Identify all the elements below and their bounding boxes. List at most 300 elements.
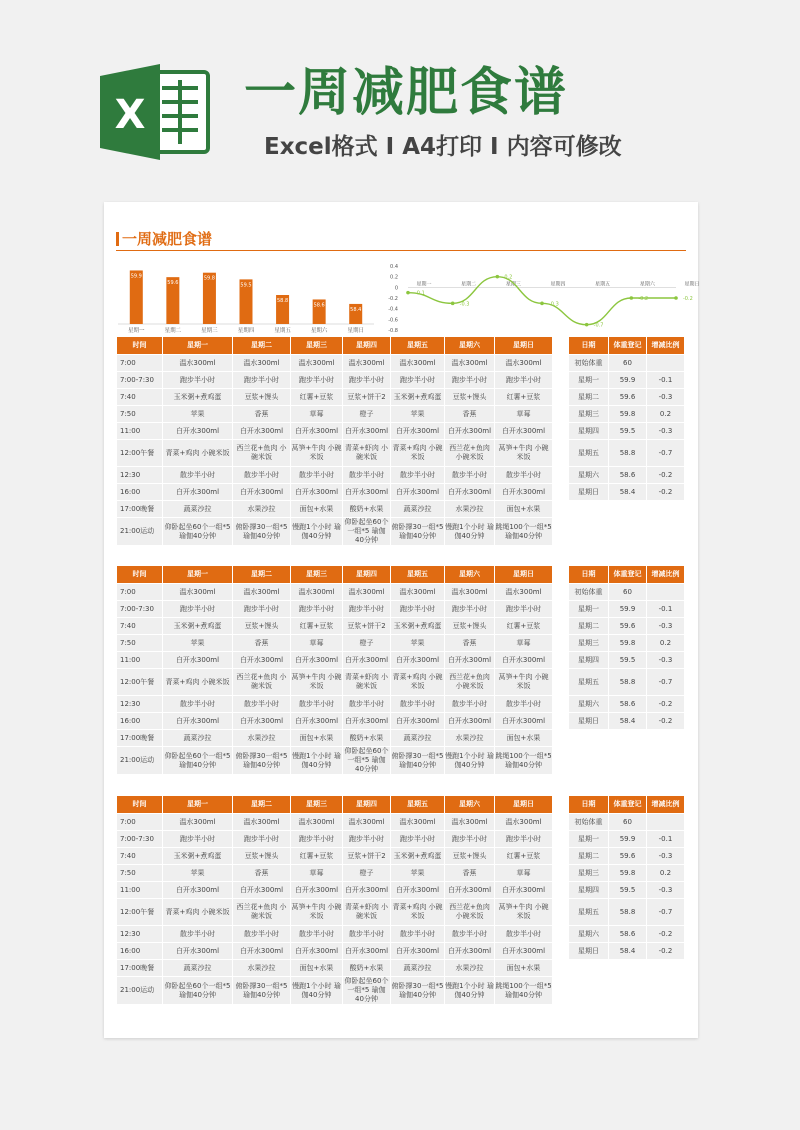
menu-cell: 白开水300ml — [291, 652, 343, 669]
menu-cell: 温水300ml — [495, 584, 553, 601]
menu-cell: 慢跑1个小时 瑜伽40分钟 — [445, 518, 495, 546]
menu-cell: 白开水300ml — [495, 423, 553, 440]
menu-cell: 红薯+豆浆 — [291, 389, 343, 406]
menu-cell: 温水300ml — [163, 584, 233, 601]
menu-cell: 白开水300ml — [343, 652, 391, 669]
weight-header-cell: 增减比例 — [647, 796, 685, 814]
weight-header-cell: 日期 — [569, 337, 609, 355]
weight-cell: 59.8 — [609, 635, 647, 652]
menu-cell: 红薯+豆浆 — [495, 389, 553, 406]
menu-cell: 温水300ml — [391, 584, 445, 601]
doc-title: 一周减肥食谱 — [116, 228, 212, 249]
time-cell: 12:00午餐 — [117, 899, 163, 926]
menu-cell: 白开水300ml — [233, 484, 291, 501]
menu-cell: 散步半小时 — [163, 696, 233, 713]
menu-cell: 青菜+虾肉 小碗米饭 — [343, 440, 391, 467]
bar-x-tick: 星期日 — [347, 328, 364, 334]
weight-cell: 星期日 — [569, 943, 609, 960]
menu-cell: 温水300ml — [291, 814, 343, 831]
menu-header-cell: 星期五 — [391, 566, 445, 584]
time-cell: 12:30 — [117, 926, 163, 943]
table-row — [569, 389, 685, 406]
weight-cell: -0.7 — [647, 899, 685, 926]
table-row — [117, 926, 553, 943]
menu-cell: 俯卧撑30一组*5 瑜伽40分钟 — [391, 747, 445, 775]
weight-cell: 59.6 — [609, 389, 647, 406]
menu-header-cell: 星期五 — [391, 337, 445, 355]
weight-cell: -0.2 — [647, 696, 685, 713]
weight-cell: -0.7 — [647, 440, 685, 467]
weight-cell: 58.8 — [609, 440, 647, 467]
time-cell: 21:00运动 — [117, 977, 163, 1005]
menu-cell: 跑步半小时 — [445, 372, 495, 389]
menu-cell: 草莓 — [291, 635, 343, 652]
line-point — [630, 296, 634, 300]
weight-cell — [647, 584, 685, 601]
line-data-label: -0.2 — [638, 296, 649, 302]
table-row — [569, 406, 685, 423]
menu-cell: 水果沙拉 — [233, 730, 291, 747]
menu-header-cell: 星期日 — [495, 566, 553, 584]
menu-cell: 玉米粥+煮鸡蛋 — [163, 618, 233, 635]
table-row — [569, 635, 685, 652]
menu-cell: 跑步半小时 — [291, 601, 343, 618]
table-row — [117, 713, 553, 730]
menu-cell: 白开水300ml — [163, 713, 233, 730]
weight-cell: -0.3 — [647, 389, 685, 406]
menu-cell: 草莓 — [495, 406, 553, 423]
weight-cell: -0.1 — [647, 372, 685, 389]
weight-cell: -0.3 — [647, 882, 685, 899]
menu-cell: 青菜+虾肉 小碗米饭 — [343, 899, 391, 926]
menu-cell: 白开水300ml — [291, 943, 343, 960]
menu-cell: 慢跑1个小时 瑜伽40分钟 — [445, 977, 495, 1005]
weight-cell: 58.4 — [609, 484, 647, 501]
menu-cell: 水果沙拉 — [233, 960, 291, 977]
weight-cell — [647, 814, 685, 831]
menu-cell: 跑步半小时 — [445, 601, 495, 618]
menu-cell: 白开水300ml — [233, 882, 291, 899]
menu-cell: 白开水300ml — [291, 882, 343, 899]
weight-cell: 星期六 — [569, 926, 609, 943]
menu-cell: 蔬菜沙拉 — [163, 730, 233, 747]
menu-cell: 温水300ml — [233, 584, 291, 601]
line-x-tick: 星期一 — [416, 281, 432, 288]
menu-cell: 跑步半小时 — [163, 831, 233, 848]
menu-cell: 跑步半小时 — [445, 831, 495, 848]
time-cell: 7:40 — [117, 618, 163, 635]
menu-cell: 慢跑1个小时 瑜伽40分钟 — [291, 977, 343, 1005]
menu-cell: 草莓 — [495, 635, 553, 652]
table-row — [117, 355, 553, 372]
menu-table — [116, 336, 553, 546]
time-cell: 21:00运动 — [117, 747, 163, 775]
menu-cell: 跑步半小时 — [495, 601, 553, 618]
menu-cell: 豆浆+饼干2 — [343, 618, 391, 635]
menu-cell: 白开水300ml — [291, 423, 343, 440]
menu-cell: 白开水300ml — [495, 484, 553, 501]
menu-cell: 蔬菜沙拉 — [391, 501, 445, 518]
menu-cell: 跑步半小时 — [291, 372, 343, 389]
menu-header-cell: 星期日 — [495, 337, 553, 355]
menu-cell: 苹果 — [391, 865, 445, 882]
menu-cell: 跑步半小时 — [163, 372, 233, 389]
menu-cell: 红薯+豆浆 — [291, 618, 343, 635]
bar-data-label: 59.5 — [240, 282, 252, 289]
menu-cell: 香蕉 — [233, 635, 291, 652]
time-cell: 7:50 — [117, 406, 163, 423]
weight-cell: -0.2 — [647, 926, 685, 943]
menu-header-cell: 星期二 — [233, 796, 291, 814]
menu-cell: 白开水300ml — [445, 652, 495, 669]
table-row — [117, 440, 553, 467]
menu-cell: 白开水300ml — [163, 943, 233, 960]
menu-cell: 仰卧起坐60个 一组*5 瑜伽40分钟 — [343, 747, 391, 775]
weight-table — [568, 336, 685, 501]
menu-cell: 跑步半小时 — [391, 831, 445, 848]
menu-cell: 水果沙拉 — [233, 501, 291, 518]
menu-cell: 玉米粥+煮鸡蛋 — [391, 848, 445, 865]
time-cell: 7:00-7:30 — [117, 372, 163, 389]
menu-header-cell: 星期四 — [343, 337, 391, 355]
line-point — [496, 275, 500, 279]
weight-cell: 0.2 — [647, 635, 685, 652]
menu-cell: 白开水300ml — [495, 882, 553, 899]
menu-cell: 跑步半小时 — [233, 601, 291, 618]
line-point — [451, 302, 455, 306]
weight-cell: 星期五 — [569, 440, 609, 467]
time-cell: 7:50 — [117, 635, 163, 652]
weight-cell: 星期一 — [569, 372, 609, 389]
menu-cell: 散步半小时 — [391, 926, 445, 943]
time-cell: 7:00 — [117, 814, 163, 831]
table-row — [117, 865, 553, 882]
weight-header-cell: 体重登记 — [609, 337, 647, 355]
line-y-tick: -0.8 — [388, 328, 398, 334]
table-row — [569, 899, 685, 926]
menu-cell: 跳绳100个一组*5 瑜伽40分钟 — [495, 977, 553, 1005]
line-x-tick: 星期五 — [595, 281, 611, 288]
menu-header-cell: 时间 — [117, 796, 163, 814]
menu-cell: 白开水300ml — [343, 423, 391, 440]
change-line-chart — [386, 262, 700, 336]
menu-cell: 散步半小时 — [291, 696, 343, 713]
menu-cell: 蔬菜沙拉 — [163, 501, 233, 518]
line-x-tick: 星期二 — [461, 281, 477, 288]
menu-cell: 香蕉 — [445, 865, 495, 882]
menu-cell: 温水300ml — [291, 355, 343, 372]
table-row — [117, 423, 553, 440]
menu-cell: 慢跑1个小时 瑜伽40分钟 — [291, 747, 343, 775]
weight-cell: 0.2 — [647, 406, 685, 423]
weight-cell: 星期二 — [569, 389, 609, 406]
weight-cell: 星期二 — [569, 618, 609, 635]
table-row — [117, 831, 553, 848]
menu-cell: 白开水300ml — [445, 943, 495, 960]
menu-cell: 散步半小时 — [163, 926, 233, 943]
weight-cell: -0.3 — [647, 848, 685, 865]
weight-cell: 星期一 — [569, 831, 609, 848]
menu-cell: 温水300ml — [391, 814, 445, 831]
menu-header-cell: 星期三 — [291, 337, 343, 355]
time-cell: 12:30 — [117, 696, 163, 713]
weight-cell: 59.5 — [609, 882, 647, 899]
menu-cell: 莴笋+牛肉 小碗米饭 — [495, 899, 553, 926]
weight-cell: 星期六 — [569, 467, 609, 484]
menu-cell: 散步半小时 — [445, 926, 495, 943]
menu-cell: 温水300ml — [495, 814, 553, 831]
menu-header-cell: 星期一 — [163, 566, 233, 584]
menu-cell: 青菜+鸡肉 小碗米饭 — [391, 899, 445, 926]
menu-cell: 温水300ml — [343, 814, 391, 831]
bar-x-tick: 星期三 — [201, 328, 218, 334]
menu-cell: 白开水300ml — [391, 943, 445, 960]
menu-cell: 散步半小时 — [343, 467, 391, 484]
menu-cell: 玉米粥+煮鸡蛋 — [391, 389, 445, 406]
menu-cell: 豆浆+馒头 — [233, 848, 291, 865]
menu-cell: 面包+水果 — [495, 730, 553, 747]
menu-header-cell: 星期二 — [233, 566, 291, 584]
menu-cell: 橙子 — [343, 865, 391, 882]
table-row — [117, 747, 553, 775]
table-row — [569, 372, 685, 389]
table-row — [569, 484, 685, 501]
weight-cell: 星期三 — [569, 635, 609, 652]
menu-cell: 面包+水果 — [291, 501, 343, 518]
menu-cell: 青菜+虾肉 小碗米饭 — [343, 669, 391, 696]
weight-cell: 星期四 — [569, 882, 609, 899]
weight-bar-chart — [114, 262, 378, 336]
menu-cell: 苹果 — [163, 635, 233, 652]
weight-header-cell: 增减比例 — [647, 566, 685, 584]
menu-cell: 豆浆+馒头 — [445, 389, 495, 406]
menu-cell: 莴笋+牛肉 小碗米饭 — [291, 440, 343, 467]
time-cell: 16:00 — [117, 943, 163, 960]
time-cell: 17:00晚餐 — [117, 960, 163, 977]
menu-header-cell: 星期二 — [233, 337, 291, 355]
bar-x-tick: 星期一 — [128, 328, 145, 334]
menu-cell: 散步半小时 — [233, 467, 291, 484]
bar-data-label: 58.4 — [350, 306, 362, 313]
weight-cell: 59.8 — [609, 865, 647, 882]
menu-cell: 西兰花+鱼肉 小碗米饭 — [233, 440, 291, 467]
table-row — [117, 372, 553, 389]
menu-cell: 苹果 — [163, 865, 233, 882]
weight-cell: 60 — [609, 355, 647, 372]
bar-x-tick: 星期二 — [164, 328, 182, 334]
menu-cell: 散步半小时 — [163, 467, 233, 484]
menu-cell: 白开水300ml — [291, 484, 343, 501]
weight-cell: -0.3 — [647, 618, 685, 635]
weight-header-cell: 体重登记 — [609, 796, 647, 814]
menu-cell: 西兰花+鱼肉 小碗米饭 — [233, 669, 291, 696]
line-y-tick: -0.4 — [388, 306, 398, 313]
weight-cell: 星期四 — [569, 652, 609, 669]
time-cell: 7:40 — [117, 848, 163, 865]
line-x-tick: 星期六 — [639, 281, 655, 288]
menu-cell: 慢跑1个小时 瑜伽40分钟 — [445, 747, 495, 775]
table-row — [117, 848, 553, 865]
menu-cell: 跳绳100个一组*5 瑜伽40分钟 — [495, 518, 553, 546]
weight-cell: -0.1 — [647, 601, 685, 618]
table-row — [569, 831, 685, 848]
time-cell: 17:00晚餐 — [117, 501, 163, 518]
menu-cell: 面包+水果 — [495, 501, 553, 518]
menu-cell: 香蕉 — [233, 406, 291, 423]
time-cell: 7:50 — [117, 865, 163, 882]
menu-cell: 白开水300ml — [163, 423, 233, 440]
menu-cell: 温水300ml — [163, 814, 233, 831]
weight-cell: 星期五 — [569, 669, 609, 696]
line-y-tick: -0.2 — [388, 296, 398, 302]
line-point — [540, 302, 544, 306]
menu-cell: 白开水300ml — [343, 713, 391, 730]
menu-cell: 俯卧撑30一组*5 瑜伽40分钟 — [233, 977, 291, 1005]
menu-cell: 温水300ml — [163, 355, 233, 372]
time-cell: 11:00 — [117, 882, 163, 899]
menu-cell: 慢跑1个小时 瑜伽40分钟 — [291, 518, 343, 546]
menu-cell: 跑步半小时 — [391, 601, 445, 618]
menu-cell: 苹果 — [391, 406, 445, 423]
table-row — [569, 584, 685, 601]
line-y-tick: -0.6 — [388, 317, 398, 324]
time-cell: 12:00午餐 — [117, 440, 163, 467]
table-row — [117, 977, 553, 1005]
menu-cell: 散步半小时 — [391, 696, 445, 713]
menu-cell: 白开水300ml — [495, 652, 553, 669]
menu-cell: 散步半小时 — [291, 926, 343, 943]
menu-cell: 面包+水果 — [495, 960, 553, 977]
menu-cell: 橙子 — [343, 406, 391, 423]
table-row — [569, 618, 685, 635]
menu-cell: 温水300ml — [343, 584, 391, 601]
menu-cell: 散步半小时 — [495, 926, 553, 943]
weight-cell: 星期一 — [569, 601, 609, 618]
menu-cell: 苹果 — [391, 635, 445, 652]
menu-cell: 豆浆+饼干2 — [343, 848, 391, 865]
weight-cell: 58.6 — [609, 467, 647, 484]
menu-cell: 俯卧撑30一组*5 瑜伽40分钟 — [391, 518, 445, 546]
menu-cell: 水果沙拉 — [445, 501, 495, 518]
menu-cell: 莴笋+牛肉 小碗米饭 — [291, 669, 343, 696]
weight-cell: 59.5 — [609, 423, 647, 440]
menu-cell: 跑步半小时 — [495, 372, 553, 389]
menu-cell: 散步半小时 — [495, 467, 553, 484]
line-point — [406, 291, 410, 295]
table-row — [569, 669, 685, 696]
menu-cell: 西兰花+鱼肉 小碗米饭 — [445, 669, 495, 696]
bar-x-tick: 星期五 — [274, 328, 291, 334]
menu-cell: 跑步半小时 — [233, 372, 291, 389]
weight-cell: 初始体重 — [569, 814, 609, 831]
time-cell: 16:00 — [117, 713, 163, 730]
menu-cell: 俯卧撑30一组*5 瑜伽40分钟 — [233, 518, 291, 546]
menu-cell: 温水300ml — [391, 355, 445, 372]
menu-cell: 白开水300ml — [163, 484, 233, 501]
menu-cell: 白开水300ml — [391, 882, 445, 899]
table-row — [117, 943, 553, 960]
table-row — [569, 440, 685, 467]
table-row — [569, 696, 685, 713]
weight-cell: 初始体重 — [569, 355, 609, 372]
menu-cell: 散步半小时 — [343, 926, 391, 943]
time-cell: 7:40 — [117, 389, 163, 406]
series-line — [408, 274, 676, 325]
line-x-tick: 星期日 — [684, 281, 700, 288]
menu-header-cell: 星期三 — [291, 796, 343, 814]
menu-cell: 散步半小时 — [233, 926, 291, 943]
menu-cell: 温水300ml — [233, 355, 291, 372]
table-row — [569, 601, 685, 618]
menu-cell: 草莓 — [495, 865, 553, 882]
time-cell: 21:00运动 — [117, 518, 163, 546]
menu-cell: 豆浆+馒头 — [445, 618, 495, 635]
menu-cell: 酸奶+水果 — [343, 501, 391, 518]
table-row — [117, 882, 553, 899]
weight-cell: -0.2 — [647, 484, 685, 501]
time-cell: 12:30 — [117, 467, 163, 484]
table-row — [569, 943, 685, 960]
time-cell: 11:00 — [117, 652, 163, 669]
bar-data-label: 59.6 — [167, 280, 179, 287]
menu-header-cell: 星期一 — [163, 337, 233, 355]
menu-header-cell: 星期六 — [445, 796, 495, 814]
weight-cell: -0.3 — [647, 423, 685, 440]
menu-cell: 俯卧撑30一组*5 瑜伽40分钟 — [233, 747, 291, 775]
menu-cell: 蔬菜沙拉 — [391, 960, 445, 977]
weight-cell: 60 — [609, 584, 647, 601]
table-row — [117, 501, 553, 518]
line-point — [585, 323, 589, 327]
weight-table — [568, 565, 685, 730]
line-data-label: -0.1 — [415, 290, 425, 297]
table-row — [117, 601, 553, 618]
menu-cell: 蔬菜沙拉 — [391, 730, 445, 747]
weight-cell: 58.4 — [609, 943, 647, 960]
menu-cell: 白开水300ml — [233, 652, 291, 669]
menu-header-cell: 星期三 — [291, 566, 343, 584]
menu-header-cell: 星期四 — [343, 796, 391, 814]
weight-cell: 59.9 — [609, 831, 647, 848]
menu-cell: 西兰花+鱼肉 小碗米饭 — [233, 899, 291, 926]
table-row — [569, 926, 685, 943]
weight-cell: 58.6 — [609, 926, 647, 943]
menu-cell: 跑步半小时 — [495, 831, 553, 848]
time-cell: 12:00午餐 — [117, 669, 163, 696]
table-row — [117, 389, 553, 406]
menu-cell: 青菜+鸡肉 小碗米饭 — [163, 899, 233, 926]
weight-cell: 59.9 — [609, 601, 647, 618]
menu-cell: 草莓 — [291, 865, 343, 882]
table-row — [117, 669, 553, 696]
menu-cell: 散步半小时 — [343, 696, 391, 713]
bar-data-label: 58.6 — [313, 302, 325, 309]
menu-cell: 西兰花+鱼肉 小碗米饭 — [445, 440, 495, 467]
time-cell: 7:00-7:30 — [117, 601, 163, 618]
menu-cell: 仰卧起坐60个 一组*5 瑜伽40分钟 — [343, 518, 391, 546]
weight-cell: 星期四 — [569, 423, 609, 440]
line-y-tick: 0 — [394, 285, 398, 292]
menu-header-cell: 星期日 — [495, 796, 553, 814]
weight-cell: -0.3 — [647, 652, 685, 669]
menu-table — [116, 795, 553, 1005]
menu-cell: 跑步半小时 — [291, 831, 343, 848]
table-row — [117, 814, 553, 831]
menu-cell: 酸奶+水果 — [343, 730, 391, 747]
menu-cell: 水果沙拉 — [445, 730, 495, 747]
table-row — [569, 423, 685, 440]
menu-cell: 白开水300ml — [495, 713, 553, 730]
